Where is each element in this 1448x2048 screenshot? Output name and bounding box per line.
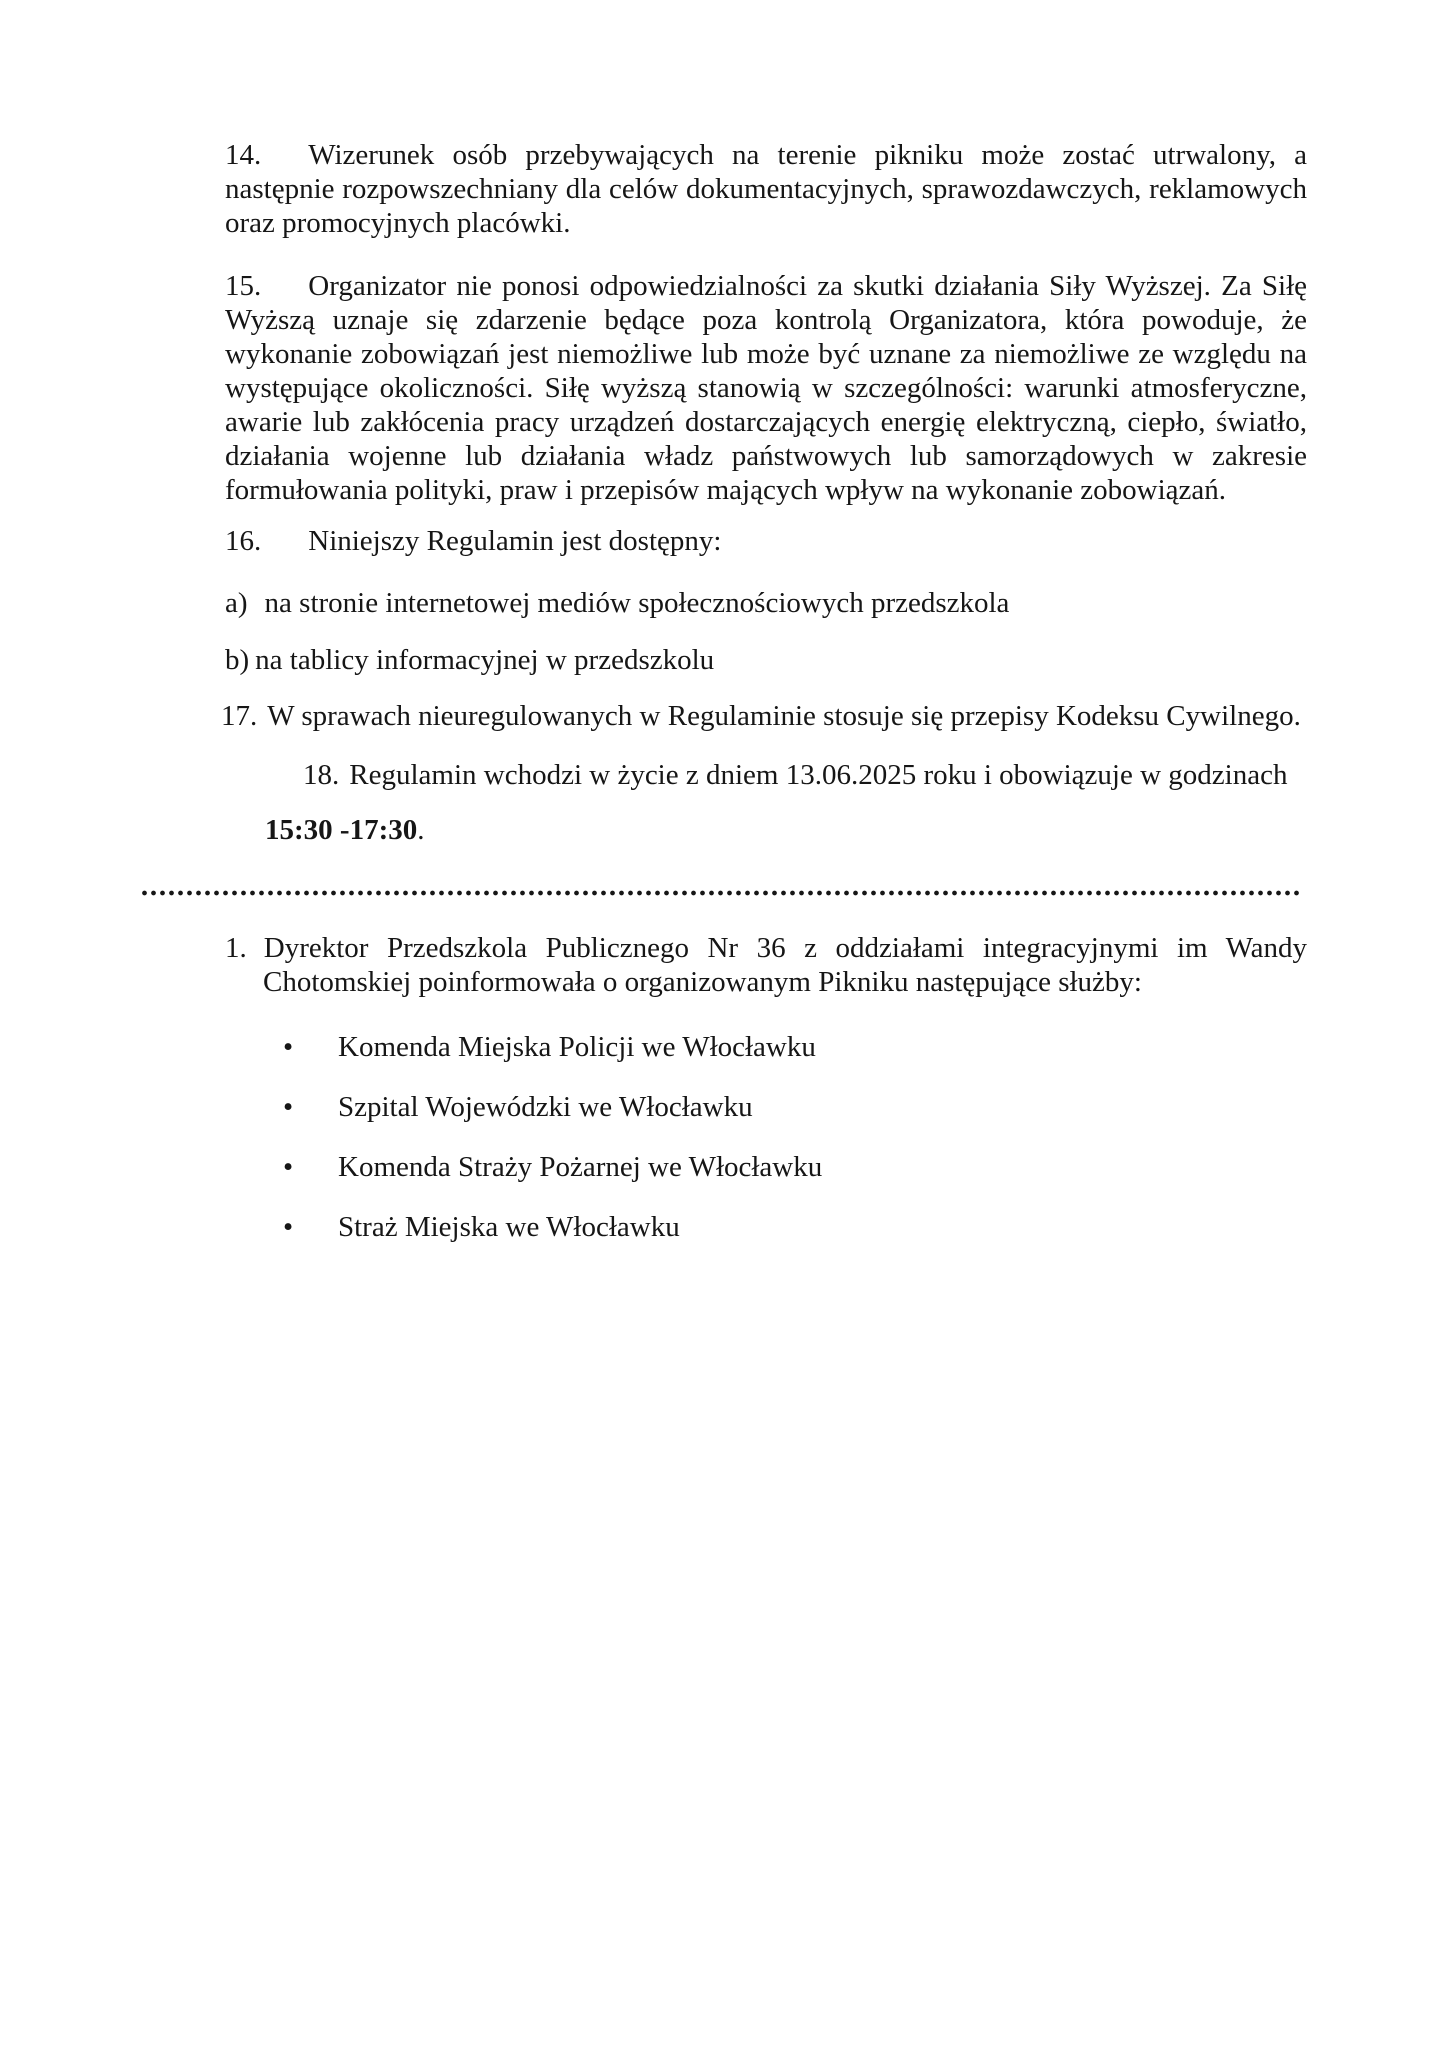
paragraph-line: Wyższą uznaje się zdarzenie będące poza kontrolą Organizatora, która powoduje, że: [225, 304, 1307, 336]
hours-value: 15:30 -17:30: [265, 814, 418, 846]
effective-hours: [265, 813, 1307, 847]
bullet-text: Szpital Wojewódzki we Włocławku: [338, 1091, 753, 1123]
regulation-item-15: [225, 269, 1307, 507]
item-number: 16.: [225, 525, 262, 557]
paragraph-text: W sprawach nieuregulowanych w Regulaminie stosuje się przepisy Kodeksu Cywilnego.: [267, 700, 1301, 732]
dotted-separator: [140, 890, 1302, 896]
paragraph-line: Chotomskiej poinformowała o organizowanym Pikniku następujące służby:: [263, 966, 1142, 998]
paragraph-line: [225, 269, 1307, 303]
item-number: 17.: [221, 700, 258, 732]
bullet-text: Straż Miejska we Włocławku: [338, 1211, 680, 1243]
paragraph-line: działania wojenne lub działania władz państwowych lub samorządowych w zakresie: [225, 440, 1307, 472]
paragraph-line: oraz promocyjnych placówki.: [225, 207, 571, 239]
paragraph-line: wykonanie zobowiązań jest niemożliwe lub może być uznane za niemożliwe ze względu na: [225, 338, 1307, 370]
bullet-icon: •: [283, 1151, 294, 1183]
paragraph-text: Niniejszy Regulamin jest dostępny:: [308, 525, 722, 557]
hours-period: .: [417, 814, 425, 846]
paragraph-text: Regulamin wchodzi w życie z dniem 13.06.2025 roku i obowiązuje w godzinach: [349, 759, 1288, 791]
regulation-item-18: [303, 758, 1307, 792]
bullet-item: [283, 1030, 1307, 1064]
regulation-item-16: [225, 524, 1307, 558]
paragraph-line: [225, 931, 1307, 965]
notified-services-item-1: [225, 931, 1307, 999]
bullet-text: Komenda Miejska Policji we Włocławku: [338, 1031, 816, 1063]
bullet-icon: •: [283, 1211, 294, 1243]
item-number: 15.: [225, 270, 262, 302]
bullet-item: [283, 1150, 1307, 1184]
regulation-item-16a: [225, 586, 1307, 620]
paragraph-line: występujące okoliczności. Siłę wyższą stanowią w szczególności: warunki atmosferyczne,: [225, 372, 1307, 404]
bullet-item: [283, 1090, 1307, 1124]
paragraph-line: następnie rozpowszechniany dla celów dokumentacyjnych, sprawozdawczych, reklamowych: [225, 173, 1307, 205]
item-number: 18.: [303, 759, 340, 791]
paragraph-line: [225, 138, 1307, 172]
paragraph-line: awarie lub zakłócenia pracy urządzeń dostarczających energię elektryczną, ciepło, światło,: [225, 406, 1307, 438]
paragraph-text: na tablicy informacyjnej w przedszkolu: [255, 644, 715, 676]
item-label: b): [225, 644, 250, 676]
notified-services-list: [225, 1030, 1307, 1244]
paragraph-text: Dyrektor Przedszkola Publicznego Nr 36 z oddziałami integracyjnymi im Wandy: [263, 932, 1307, 964]
item-number: 1.: [225, 932, 247, 964]
regulation-item-16b: [225, 643, 1307, 677]
paragraph-text: Wizerunek osób przebywających na terenie pikniku może zostać utrwalony, a: [308, 139, 1307, 171]
regulation-item-17: [221, 699, 1307, 733]
item-label: a): [225, 587, 248, 619]
bullet-text: Komenda Straży Pożarnej we Włocławku: [338, 1151, 823, 1183]
paragraph-line: formułowania polityki, praw i przepisów mających wpływ na wykonanie zobowiązań.: [225, 474, 1227, 506]
paragraph-text: na stronie internetowej mediów społecznościowych przedszkola: [264, 587, 1010, 619]
bullet-icon: •: [283, 1091, 294, 1123]
item-number: 14.: [225, 139, 262, 171]
document-content: [221, 138, 1307, 1270]
regulation-item-14: [225, 138, 1307, 240]
paragraph-text: Organizator nie ponosi odpowiedzialności za skutki działania Siły Wyższej. Za Siłę: [308, 270, 1307, 302]
bullet-item: [283, 1210, 1307, 1244]
bullet-icon: •: [283, 1031, 294, 1063]
